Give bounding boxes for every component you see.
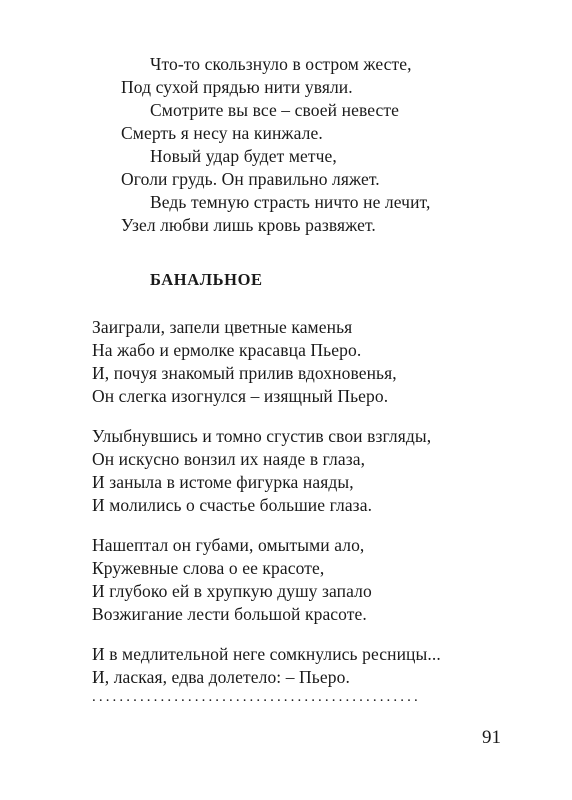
poem-line: Возжигание лести большой красоте. (92, 604, 367, 624)
poem-line: Нашептал он губами, омытыми ало, (92, 535, 365, 555)
ellipsis-row: ................................................ (92, 689, 421, 705)
poem-line: Что-то скользнуло в остром жесте, (150, 54, 412, 74)
poem-line: Заиграли, запели цветные каменья (92, 317, 353, 337)
poem-line: Узел любви лишь кровь развяжет. (121, 215, 376, 235)
poem-line: И, почуя знакомый прилив вдохновенья, (92, 363, 397, 383)
page-number: 91 (482, 727, 501, 748)
poem-line: И глубоко ей в хрупкую душу запало (92, 581, 372, 601)
poem-line: Смотрите вы все – своей невесте (150, 100, 399, 120)
poem-line: И, лаская, едва долетело: – Пьеро. (92, 667, 350, 687)
poem-line: Новый удар будет метче, (150, 146, 337, 166)
poem-line: И в медлительной неге сомкнулись ресницы... (92, 644, 441, 664)
poem-line: Он искусно вонзил их наяде в глаза, (92, 449, 366, 469)
poem-line: И заныла в истоме фигурка наяды, (92, 472, 354, 492)
poem-line: Он слегка изогнулся – изящный Пьеро. (92, 386, 389, 406)
poem-line: На жабо и ермолке красавца Пьеро. (92, 340, 362, 360)
poem-line: И молились о счастье большие глаза. (92, 495, 373, 515)
poem-title: БАНАЛЬНОЕ (150, 270, 263, 289)
poem-line: Оголи грудь. Он правильно ляжет. (121, 169, 380, 189)
poem-line: Смерть я несу на кинжале. (121, 123, 323, 143)
poem-line: Кружевные слова о ее красоте, (92, 558, 325, 578)
poem-line: Улыбнувшись и томно сгустив свои взгляды, (92, 426, 432, 446)
poem-line: Ведь темную страсть ничто не лечит, (150, 192, 431, 212)
poem-line: Под сухой прядью нити увяли. (121, 77, 353, 97)
